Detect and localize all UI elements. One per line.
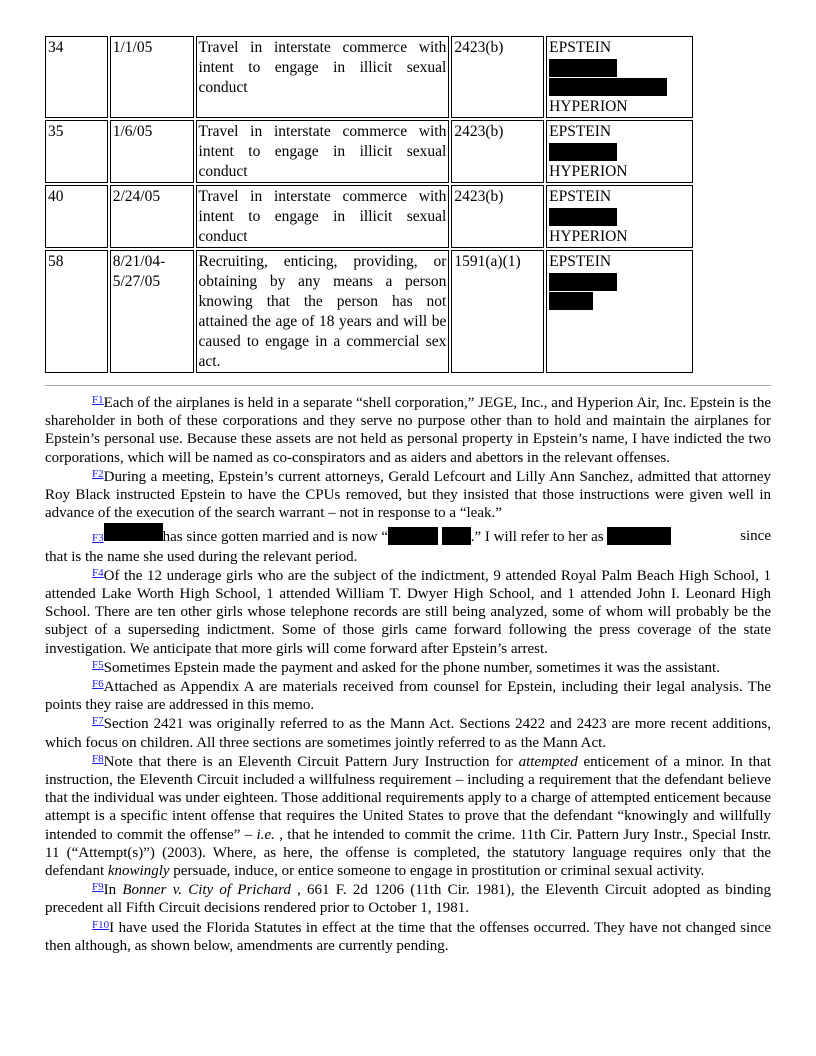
redaction-block <box>607 527 671 545</box>
statute: 1591(a)(1) <box>451 250 544 373</box>
footnote-text: Sometimes Epstein made the payment and asked for the phone number, sometimes it was the assistant. <box>103 659 720 676</box>
footnote-text: In <box>103 882 123 899</box>
defendant-name: HYPERION <box>549 98 628 115</box>
footnote-f3-segment <box>163 527 672 546</box>
counts-table <box>43 34 695 375</box>
footnote-text: since <box>740 528 771 545</box>
footnote-link-f6[interactable]: F6 <box>92 678 104 691</box>
offense-date-range <box>110 250 194 373</box>
footnote-link-f9[interactable]: F9 <box>92 881 104 894</box>
count-number: 58 <box>45 250 108 373</box>
statute: 2423(b) <box>451 185 544 248</box>
footnote-link-f5[interactable]: F5 <box>92 658 104 671</box>
footnote-text: Each of the airplanes is held in a separate “shell corporation,” JEGE, Inc., and Hyperion Air, Inc. Epstein is the shareholder in both of these corporations and they serve no purpose other than to hold and maintain the airplanes for Epstein’s personal use. Because these assets are not held as personal property in Epstein’s name, I have indicted the two corporations, which will be named as co-conspirators and as aiders and abettors in the relevant offenses. <box>45 395 771 466</box>
offense-description: Travel in interstate commerce with intent to engage in illicit sexual conduct <box>196 120 450 183</box>
redaction-block <box>549 59 617 77</box>
footnote-separator <box>45 385 771 386</box>
document-page <box>45 36 771 956</box>
footnote-f8 <box>45 753 771 880</box>
footnote-text: , that he intended to commit the crime. 11th Cir. Pattern Jury Instr., Special Instr. 11 (“Attempt(s)”) (2003). Where, as here, the offense is completed, the statutory language requires only that the defendant <box>45 826 771 880</box>
defendant-name: EPSTEIN <box>549 253 612 270</box>
offense-description: Travel in interstate commerce with intent to engage in illicit sexual conduct <box>196 185 450 248</box>
date-end: 5/27/05 <box>112 273 161 290</box>
count-number: 40 <box>45 185 108 248</box>
footnote-link-f4[interactable]: F4 <box>92 566 104 579</box>
defendant-name: EPSTEIN <box>549 123 612 140</box>
footnote-text: .” I will refer to her as <box>470 529 604 546</box>
footnote-emphasis: attempted <box>518 753 578 770</box>
footnote-f9 <box>45 881 771 917</box>
statute: 2423(b) <box>451 120 544 183</box>
offense-date: 2/24/05 <box>110 185 194 248</box>
offense-description: Recruiting, enticing, providing, or obtaining by any means a person knowing that the person has not attained the age of 18 years and will be caused to engage in a commercial sex act. <box>196 250 450 373</box>
footnote-text: has since gotten married and is now “ <box>162 529 388 546</box>
statute: 2423(b) <box>451 36 544 118</box>
offense-description: Travel in interstate commerce with intent to engage in illicit sexual conduct <box>196 36 450 118</box>
redaction-block <box>549 273 617 291</box>
table-row <box>45 185 693 248</box>
footnote-emphasis: knowingly <box>107 863 170 880</box>
footnote-link-f10[interactable]: F10 <box>92 918 110 931</box>
table-row <box>45 250 693 373</box>
footnote-f7 <box>45 715 771 751</box>
footnote-link-f1[interactable]: F1 <box>92 394 104 406</box>
defendants-cell <box>546 36 693 118</box>
footnote-text: Note that there is an Eleventh Circuit Pattern Jury Instruction for <box>103 753 519 770</box>
defendants-cell <box>546 120 693 183</box>
redaction-block <box>549 78 667 96</box>
footnote-link-f2[interactable]: F2 <box>92 467 104 480</box>
footnote-link-f7[interactable]: F7 <box>92 715 104 728</box>
defendant-name: HYPERION <box>549 228 628 245</box>
redaction-block <box>549 143 617 161</box>
footnote-f4 <box>45 567 771 658</box>
footnote-f3-fill <box>163 527 771 546</box>
footnote-text: Attached as Appendix A are materials received from counsel for Epstein, including their legal analysis. The points they raise are addressed in this memo. <box>45 679 771 714</box>
footnote-text: Of the 12 underage girls who are the subject of the indictment, 9 attended Royal Palm Beach High School, 1 attended Lake Worth High School, 1 attended William T. Dwyer High School, and 1 attended John I. Leonard High School. There are ten other girls whose telephone records are still being analyzed, some of whom will probably be the subject of a superseding indictment. Some of those girls came forward following the press coverage of the state investigation. We anticipate that more girls will come forward after Epstein’s arrest. <box>45 567 771 657</box>
footnote-f3-line1: F3 has since gotten married and is now “ .” I will refer to her as since <box>45 523 771 546</box>
footnote-f3-line2 <box>45 548 771 566</box>
defendant-name: EPSTEIN <box>549 39 612 56</box>
redaction-block <box>549 292 593 310</box>
count-number: 34 <box>45 36 108 118</box>
table-row <box>45 120 693 183</box>
case-citation: Bonner v. City of Prichard <box>122 882 291 899</box>
redaction-block <box>442 527 471 545</box>
footnote-text: During a meeting, Epstein’s current attorneys, Gerald Lefcourt and Lilly Ann Sanchez, admitted that attorney Roy Black instructed Epstein to have the CPUs removed, but they insisted that those instructions were given well in advance of the execution of the search warrant – not in response to a “leak.” <box>45 468 771 522</box>
footnotes <box>45 394 771 955</box>
footnote-text: enticement of a minor. In that instruction, the Eleventh Circuit included a willfulness requirement – including a requirement that the defendant believe that the individual was under eighteen. Those additional requirements apply to a charge of attempted enticement because attempt is a specific intent offense that requires the United States to prove that the defendant “knowingly and willfully intended to commit the offense” – <box>45 753 771 843</box>
count-number: 35 <box>45 120 108 183</box>
footnote-text: that is the name she used during the relevant period. <box>45 548 358 565</box>
offense-date: 1/1/05 <box>110 36 194 118</box>
footnote-text: , 661 F. 2d 1206 (11th Cir. 1981), the Eleventh Circuit adopted as binding precedent all Fifth Circuit decisions rendered prior to October 1, 1981. <box>45 882 771 917</box>
offense-date: 1/6/05 <box>110 120 194 183</box>
footnote-f1 <box>45 394 771 467</box>
footnote-text: persuade, induce, or entice someone to engage in prostitution or criminal sexual activity. <box>169 863 705 880</box>
footnote-link-f8[interactable]: F8 <box>92 752 104 765</box>
footnote-f5 <box>45 659 771 677</box>
defendant-name: EPSTEIN <box>549 188 612 205</box>
footnote-f6 <box>45 678 771 714</box>
defendant-name: HYPERION <box>549 163 628 180</box>
footnote-text: Section 2421 was originally referred to as the Mann Act. Sections 2422 and 2423 are more recent additions, which focus on children. All three sections are sometimes jointly referred to as the Mann Act. <box>45 716 771 751</box>
footnote-f2 <box>45 468 771 523</box>
footnote-emphasis: i.e. <box>256 826 275 843</box>
footnote-f10 <box>45 919 771 955</box>
defendants-cell <box>546 185 693 248</box>
redaction-block <box>388 527 438 545</box>
redaction-block <box>104 523 163 541</box>
defendants-cell <box>546 250 693 373</box>
redaction-block <box>549 208 617 226</box>
footnote-text: I have used the Florida Statutes in effect at the time that the offenses occurred. They have not changed since then although, as shown below, amendments are currently pending. <box>45 919 771 954</box>
date-start: 8/21/04- <box>112 253 166 270</box>
table-row <box>45 36 693 118</box>
footnote-f3 <box>45 523 771 565</box>
